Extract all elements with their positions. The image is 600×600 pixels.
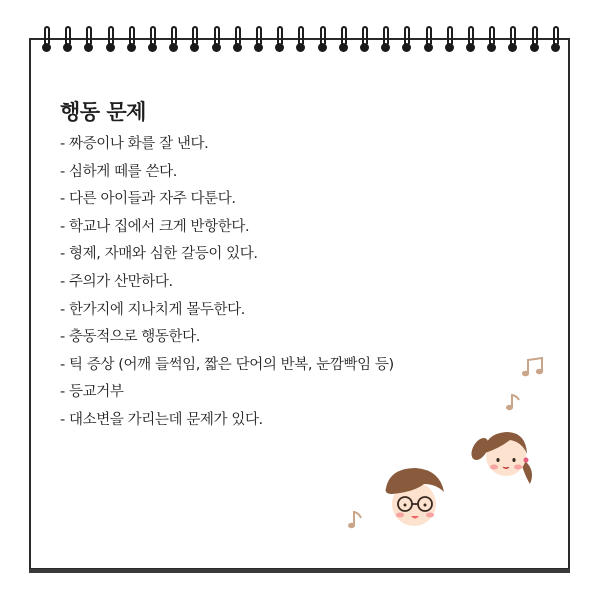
spiral-binding-ring [466, 26, 476, 56]
music-note-icon [347, 509, 365, 531]
spiral-binding-ring [424, 26, 434, 56]
spiral-binding-ring [487, 26, 497, 56]
spiral-binding-ring [84, 26, 94, 56]
spiral-binding-ring [275, 26, 285, 56]
boy-face-illustration [378, 462, 450, 532]
spiral-binding-ring [233, 26, 243, 56]
music-note-icon [520, 356, 546, 378]
list-item: - 대소변을 가리는데 문제가 있다. [60, 411, 263, 428]
list-item: - 주의가 산만하다. [60, 273, 173, 290]
behavior-list [60, 131, 394, 435]
spiral-binding-ring [339, 26, 349, 56]
spiral-binding-ring [508, 26, 518, 56]
spiral-binding-ring [360, 26, 370, 56]
list-item: - 심하게 떼를 쓴다. [60, 163, 177, 180]
spiral-binding-ring [254, 26, 264, 56]
card-title: 행동 문제 [60, 100, 146, 124]
list-item: - 다른 아이들과 자주 다툰다. [60, 191, 236, 208]
list-item: - 충동적으로 행동한다. [60, 329, 200, 346]
spiral-binding-ring [106, 26, 116, 56]
spiral-binding-ring [148, 26, 158, 56]
list-item: - 등교거부 [60, 384, 124, 401]
spiral-binding-ring [296, 26, 306, 56]
spiral-binding [0, 26, 600, 56]
spiral-binding-ring [169, 26, 179, 56]
list-item: - 학교나 집에서 크게 반항한다. [60, 218, 250, 235]
list-item: - 틱 증상 (어깨 들썩임, 짧은 단어의 반복, 눈깜빡임 등) [60, 356, 394, 373]
spiral-binding-ring [42, 26, 52, 56]
girl-face-illustration [470, 420, 542, 490]
spiral-binding-ring [212, 26, 222, 56]
spiral-binding-ring [551, 26, 561, 56]
spiral-binding-ring [530, 26, 540, 56]
spiral-binding-ring [318, 26, 328, 56]
spiral-binding-ring [190, 26, 200, 56]
spiral-binding-ring [381, 26, 391, 56]
spiral-binding-ring [402, 26, 412, 56]
spiral-binding-ring [63, 26, 73, 56]
spiral-binding-ring [445, 26, 455, 56]
music-note-icon [505, 392, 523, 412]
list-item: - 한가지에 지나치게 몰두한다. [60, 301, 245, 318]
list-item: - 형제, 자매와 심한 갈등이 있다. [60, 246, 258, 263]
list-item: - 짜증이나 화를 잘 낸다. [60, 136, 209, 152]
spiral-binding-ring [127, 26, 137, 56]
